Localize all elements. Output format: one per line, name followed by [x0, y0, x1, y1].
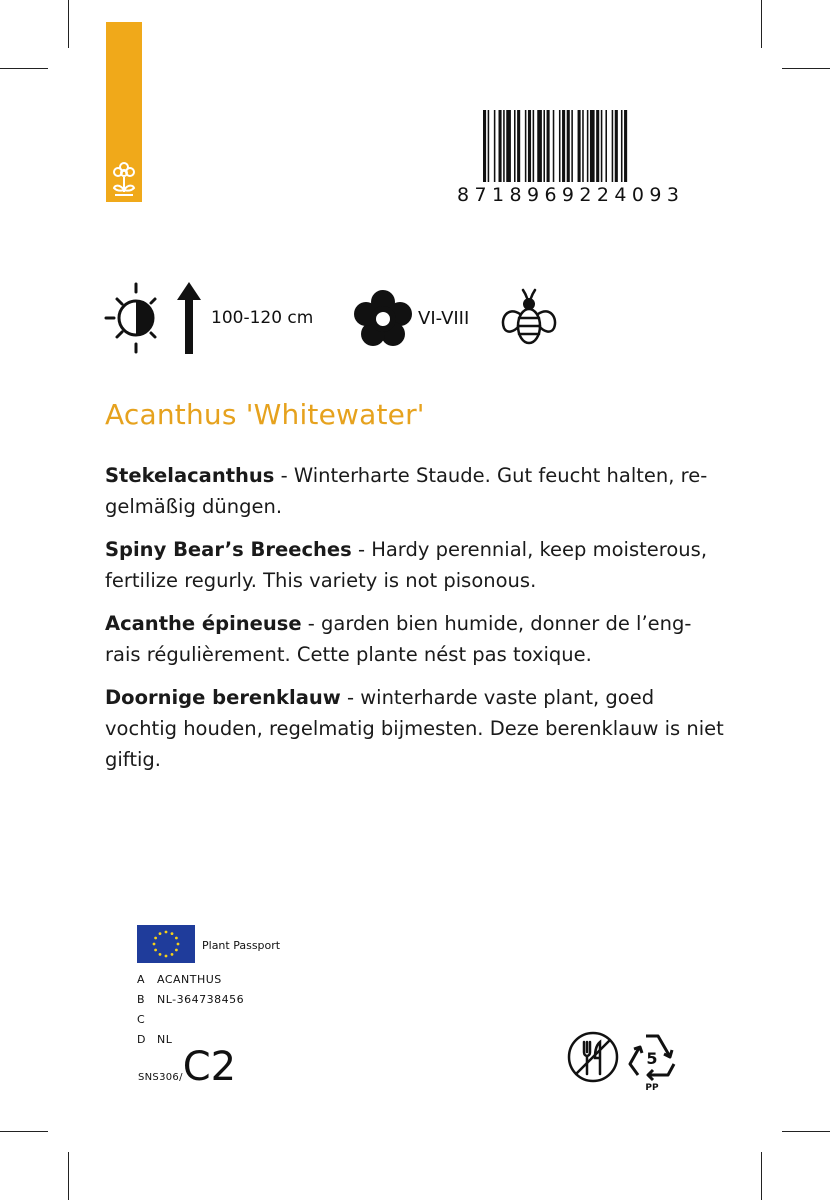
crop-mark — [0, 68, 48, 69]
description-name: Acanthe épineuse — [105, 612, 302, 635]
product-title: Acanthus 'Whitewater' — [105, 398, 425, 431]
recycle-pp-icon — [624, 1028, 680, 1094]
height-value: 100-120 cm — [211, 308, 314, 328]
description-text: - Winterharte Staude. Gut feucht halten, re-gelmäßig düngen. — [105, 464, 708, 518]
recycle-number: 5 — [646, 1049, 658, 1068]
description-fr — [105, 608, 725, 670]
height-arrow-icon — [174, 280, 204, 356]
description-name: Spiny Bear’s Breeches — [105, 538, 352, 561]
product-code — [138, 1044, 236, 1090]
crop-mark — [68, 0, 69, 48]
passport-rows — [137, 970, 244, 1050]
plant-passport-label: Plant Passport — [202, 939, 281, 952]
product-code-prefix: SNS306/ — [138, 1072, 183, 1083]
barcode-number: 8718969224093 — [457, 184, 685, 206]
flower-icon — [352, 288, 414, 350]
barcode-bars — [483, 110, 701, 182]
not-edible-icon — [566, 1030, 620, 1084]
growing-specs — [104, 280, 574, 360]
passport-row-d: D NL — [137, 1033, 173, 1046]
description-text: - winterharde vaste plant, goed vochtig houden, regelmatig bijmesten. Deze berenklauw is niet giftig. — [105, 686, 724, 771]
crop-mark — [782, 1131, 830, 1132]
description-en — [105, 534, 725, 596]
half-sun-icon — [104, 280, 168, 356]
bee-icon — [498, 284, 560, 348]
crop-mark — [761, 1152, 762, 1200]
flower-logo-icon — [112, 160, 136, 212]
passport-row-b: B NL-364738456 — [137, 993, 245, 1006]
recycle-material: PP — [645, 1083, 659, 1093]
description-nl — [105, 682, 725, 775]
bloom-months: VI-VIII — [418, 308, 470, 329]
crop-mark — [0, 1131, 48, 1132]
brand-tab — [106, 22, 142, 202]
passport-row-c: C — [137, 1013, 146, 1026]
passport-row-a: A ACANTHUS — [137, 973, 222, 986]
description-name: Doornige berenklauw — [105, 686, 341, 709]
product-grade: C2 — [182, 1044, 237, 1090]
barcode — [457, 110, 702, 208]
description-text: - Hardy perennial, keep moisterous, fertilize regurly. This variety is not pisonous. — [105, 538, 708, 592]
crop-mark — [68, 1152, 69, 1200]
description-de — [105, 460, 725, 522]
crop-mark — [761, 0, 762, 48]
description-name: Stekelacanthus — [105, 464, 275, 487]
descriptions — [105, 460, 725, 787]
crop-mark — [782, 68, 830, 69]
description-text: - garden bien humide, donner de l’eng-rais régulièrement. Cette plante nést pas toxique. — [105, 612, 692, 666]
eu-flag-icon — [137, 925, 195, 963]
